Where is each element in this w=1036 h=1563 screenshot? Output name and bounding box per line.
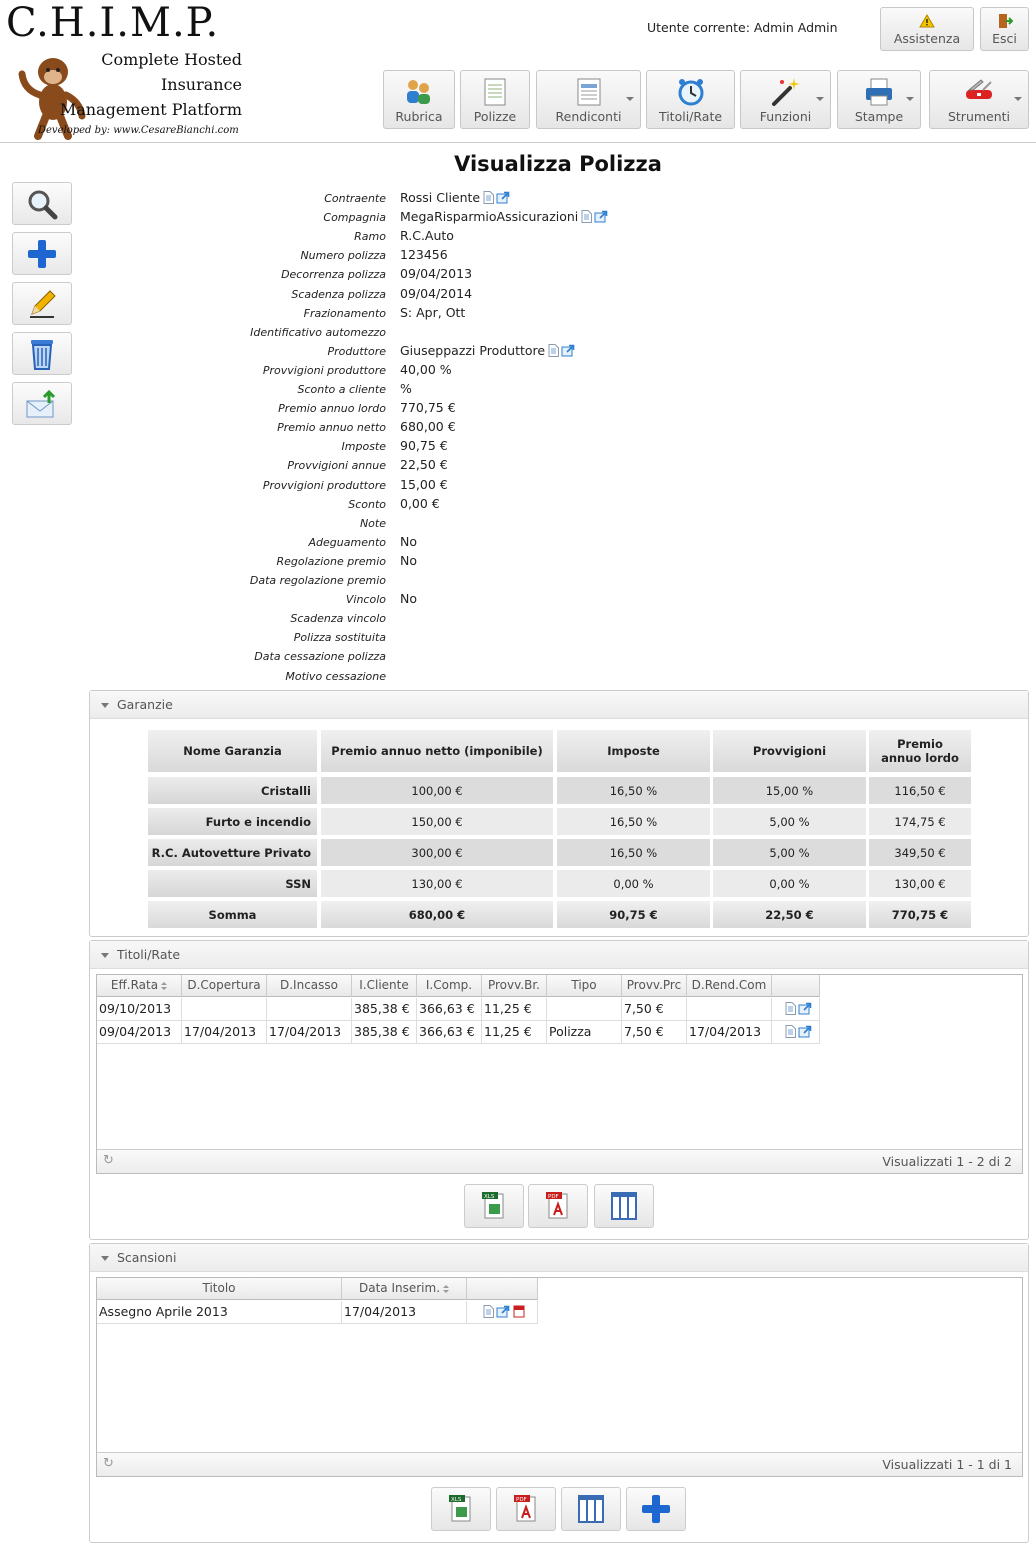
export-pdf-button[interactable]: [528, 1184, 588, 1228]
grid-column-header-label: Eff.Rata: [110, 978, 159, 992]
field-value-text: 09/04/2014: [400, 285, 473, 301]
scansioni-panel-header[interactable]: [90, 1244, 1028, 1272]
field-value-text: 90,75 €: [400, 438, 448, 454]
trash-icon: [28, 337, 56, 371]
grid-column-header-label: D.Incasso: [280, 978, 338, 992]
add-icon: [26, 238, 58, 270]
grid-column-header[interactable]: [97, 1278, 342, 1300]
scansioni-pager-info: Visualizzati 1 - 1 di 1: [882, 1457, 1012, 1472]
grid-column-header-label: Data Inserim.: [358, 1281, 441, 1295]
field-row: [150, 247, 850, 266]
assistenza-button[interactable]: [880, 7, 974, 51]
grid-column-header[interactable]: [417, 975, 482, 997]
garanzia-value-cell: 0,00 %: [713, 870, 866, 897]
field-label: Data cessazione polizza: [254, 650, 386, 664]
grid-cell: 366,63 €: [417, 1021, 482, 1044]
logout-door-icon: [997, 13, 1013, 29]
field-value-text: Rossi Cliente: [400, 190, 481, 205]
send-mail-button[interactable]: [12, 382, 72, 425]
field-row: [150, 209, 850, 228]
xls-file-icon: [481, 1191, 507, 1221]
field-label: Contraente: [324, 192, 386, 205]
grid-cell: 11,25 €: [482, 1021, 547, 1044]
grid-column-header[interactable]: [547, 975, 622, 997]
menu-polizze-button[interactable]: [460, 70, 530, 129]
export-xls-button[interactable]: [431, 1487, 491, 1531]
menu-label: Strumenti: [947, 109, 1011, 124]
export-pdf-button[interactable]: [496, 1487, 556, 1531]
menu-label: Polizze: [473, 109, 517, 124]
titoli-rate-title: Titoli/Rate: [117, 947, 181, 962]
search-button[interactable]: [12, 182, 72, 225]
field-value: [400, 591, 417, 606]
garanzia-value-cell: 174,75 €: [869, 808, 971, 835]
field-value: [400, 247, 448, 262]
xls-file-icon: [448, 1494, 474, 1524]
menu-label: Rendiconti: [555, 109, 622, 124]
grid-column-header[interactable]: [182, 975, 267, 997]
edit-button[interactable]: [12, 282, 72, 325]
garanzia-value-cell: 5,00 %: [713, 808, 866, 835]
svg-text:PDF: PDF: [516, 1497, 527, 1503]
field-value: [400, 190, 510, 205]
grid-column-header-label: I.Cliente: [359, 978, 409, 992]
grid-column-header[interactable]: [622, 975, 687, 997]
grid-column-header[interactable]: [772, 975, 820, 997]
field-value-text: Giuseppazzi Produttore: [400, 342, 546, 358]
garanzia-value-cell: 100,00 €: [321, 777, 553, 804]
titoli-rate-panel: [89, 940, 1029, 1240]
esci-label: Esci: [992, 31, 1017, 46]
garanzie-header-cell: Provvigioni: [713, 730, 866, 772]
field-value-text: 680,00 €: [400, 419, 456, 435]
grid-column-header-label: D.Rend.Com: [691, 978, 767, 992]
garanzia-value-cell: 90,75 €: [557, 901, 710, 928]
field-row: [150, 228, 850, 247]
garanzia-value-cell: 16,50 %: [557, 808, 710, 835]
logo-line-complete-hosted: Complete Hosted: [101, 50, 242, 69]
field-row: [150, 286, 850, 305]
field-label: Ramo: [354, 230, 386, 244]
field-row: [150, 591, 850, 610]
chevron-down-icon[interactable]: [816, 97, 824, 101]
grid-row-actions: [772, 1021, 820, 1044]
grid-cell: Polizza: [547, 1021, 622, 1044]
field-value: [400, 228, 454, 243]
garanzie-header-cell: Premio annuo netto (imponibile): [321, 730, 553, 772]
garanzie-panel-header[interactable]: [90, 691, 1028, 719]
field-row: [150, 305, 850, 324]
field-value-text: No: [400, 591, 417, 607]
field-row: [150, 266, 850, 285]
scansioni-grid-footer: [97, 1452, 1022, 1476]
grid-column-header-label: Provv.Prc: [626, 978, 682, 992]
field-label: Numero polizza: [300, 249, 386, 263]
table-columns-icon: [610, 1191, 638, 1221]
send-mail-icon: [25, 389, 59, 419]
menu-label: Rubrica: [395, 109, 443, 124]
garanzia-value-cell: 5,00 %: [713, 839, 866, 866]
grid-cell: Assegno Aprile 2013: [97, 1301, 342, 1324]
svg-text:XLS: XLS: [484, 1194, 495, 1200]
add-scansione-button[interactable]: [626, 1487, 686, 1531]
field-value-text: MegaRisparmioAssicurazioni: [400, 209, 579, 225]
grid-cell: [182, 998, 267, 1021]
document-icon[interactable]: [785, 1025, 796, 1038]
external-link-icon[interactable]: [496, 191, 510, 204]
menu-strumenti-button[interactable]: [929, 70, 1029, 129]
garanzia-value-cell: 22,50 €: [713, 901, 866, 928]
sort-icon[interactable]: [443, 1285, 449, 1293]
field-row: [150, 343, 850, 362]
field-label: Regolazione premio: [276, 554, 386, 568]
external-link-icon[interactable]: [561, 344, 575, 357]
logo-line-management-platform: Management Platform: [59, 100, 242, 119]
table-columns-icon: [577, 1494, 605, 1524]
menu-rendiconti-button[interactable]: [536, 70, 641, 129]
field-label: Polizza sostituita: [293, 631, 386, 645]
grid-column-header-label: Provv.Br.: [487, 978, 540, 992]
garanzia-name-cell: SSN: [148, 870, 317, 897]
grid-cell: 17/04/2013: [182, 1021, 267, 1044]
search-icon: [26, 188, 58, 220]
garanzia-name-cell: Somma: [148, 901, 317, 928]
grid-column-header[interactable]: [467, 1278, 538, 1300]
grid-cell: 7,50 €: [622, 1021, 687, 1044]
titoli-rate-panel-header[interactable]: [90, 941, 1028, 969]
field-value: [400, 534, 417, 549]
garanzia-value-cell: 15,00 %: [713, 777, 866, 804]
add-icon: [641, 1494, 671, 1524]
garanzia-value-cell: 300,00 €: [321, 839, 553, 866]
grid-cell: 7,50 €: [622, 998, 687, 1021]
grid-column-header-label: I.Comp.: [425, 978, 473, 992]
field-row: [150, 648, 850, 667]
field-value: [400, 343, 575, 358]
document-icon[interactable]: [785, 1002, 796, 1015]
report-icon: [573, 76, 605, 108]
field-value-text: 123456: [400, 247, 448, 263]
field-value-text: R.C.Auto: [400, 228, 454, 244]
garanzie-header-cell: Nome Garanzia: [148, 730, 317, 772]
field-label: Provvigioni annue: [287, 459, 386, 473]
field-row: [150, 534, 850, 553]
grid-column-header-label: Tipo: [571, 978, 597, 992]
field-row: [150, 610, 850, 629]
garanzia-name-cell: Cristalli: [148, 777, 317, 804]
field-row: [150, 438, 850, 457]
field-label: Data regolazione premio: [249, 574, 386, 587]
field-label: Scadenza polizza: [291, 287, 386, 301]
grid-cell: 17/04/2013: [687, 1021, 772, 1044]
field-row: [150, 362, 850, 381]
field-label: Premio annuo lordo: [278, 402, 386, 416]
grid-column-header[interactable]: [267, 975, 352, 997]
field-value: [400, 400, 456, 415]
field-value: [400, 286, 472, 301]
grid-cell: [267, 998, 352, 1021]
garanzia-value-cell: 116,50 €: [869, 777, 971, 804]
field-value-text: S: Apr, Ott: [400, 304, 466, 320]
field-label: Motivo cessazione: [285, 669, 386, 683]
garanzia-value-cell: 680,00 €: [321, 901, 553, 928]
field-label: Vincolo: [345, 593, 386, 607]
field-value-text: No: [400, 552, 417, 568]
field-value: [400, 266, 472, 281]
field-row: [150, 496, 850, 515]
garanzia-value-cell: 16,50 %: [557, 777, 710, 804]
field-row: [150, 381, 850, 400]
field-row: [150, 400, 850, 419]
field-row: [150, 629, 850, 648]
external-link-icon[interactable]: [798, 1002, 812, 1015]
field-label: Provvigioni produttore: [262, 478, 386, 492]
menu-stampe-button[interactable]: [837, 70, 921, 129]
scansioni-panel: [89, 1243, 1029, 1543]
field-value: [400, 438, 448, 453]
document-icon: [479, 76, 511, 108]
refresh-icon[interactable]: ↻: [103, 1153, 114, 1168]
grid-cell: 11,25 €: [482, 998, 547, 1021]
field-label: Adeguamento: [308, 535, 386, 549]
garanzia-value-cell: 349,50 €: [869, 839, 971, 866]
grid-column-header-label: D.Copertura: [187, 978, 261, 992]
scansioni-title: Scansioni: [117, 1250, 177, 1265]
field-label: Provvigioni produttore: [262, 363, 386, 377]
grid-cell: 366,63 €: [417, 998, 482, 1021]
field-value: [400, 209, 608, 224]
field-value: [400, 457, 448, 472]
grid-cell: 09/04/2013: [97, 1021, 182, 1044]
field-label: Note: [359, 516, 386, 530]
grid-cell: 385,38 €: [352, 998, 417, 1021]
field-value-text: No: [400, 533, 417, 549]
field-value: [400, 496, 440, 511]
field-label: Imposte: [341, 440, 386, 454]
garanzia-value-cell: 0,00 %: [557, 870, 710, 897]
external-link-icon[interactable]: [594, 210, 608, 223]
field-row: [150, 477, 850, 496]
sort-icon[interactable]: [161, 982, 167, 990]
magic-wand-icon: [770, 76, 802, 108]
pdf-file-icon: [545, 1191, 571, 1221]
scansioni-grid: [96, 1277, 1023, 1477]
refresh-icon[interactable]: ↻: [103, 1456, 114, 1471]
titoli-grid-footer: [97, 1149, 1022, 1173]
field-value-text: 0,00 €: [400, 495, 440, 511]
field-value-text: 770,75 €: [400, 400, 456, 416]
grid-column-header[interactable]: [97, 975, 182, 997]
logo-developer-credit: Developed by: www.CesareBianchi.com: [38, 125, 239, 136]
column-chooser-button[interactable]: [594, 1184, 654, 1228]
field-row: [150, 668, 850, 687]
garanzie-header-cell: Imposte: [557, 730, 710, 772]
assistenza-label: Assistenza: [893, 31, 961, 46]
grid-cell: 09/10/2013: [97, 998, 182, 1021]
field-value-text: %: [400, 381, 412, 396]
garanzia-value-cell: 130,00 €: [321, 870, 553, 897]
grid-cell: 17/04/2013: [342, 1301, 467, 1324]
garanzie-title: Garanzie: [117, 697, 173, 712]
document-icon[interactable]: [483, 1305, 494, 1318]
garanzia-name-cell: R.C. Autovetture Privato: [148, 839, 317, 866]
field-label: Sconto: [348, 497, 386, 511]
document-icon[interactable]: [548, 344, 559, 357]
field-label: Identificativo automezzo: [250, 325, 386, 339]
titoli-rate-grid: [96, 974, 1023, 1174]
add-button[interactable]: [12, 232, 72, 275]
grid-column-header[interactable]: [482, 975, 547, 997]
field-label: Scadenza vincolo: [290, 612, 386, 626]
garanzie-panel: [89, 690, 1029, 937]
grid-column-header[interactable]: [352, 975, 417, 997]
field-value: [400, 419, 456, 434]
field-label: Frazionamento: [303, 306, 386, 320]
pdf-icon[interactable]: [512, 1305, 526, 1318]
field-label: Sconto a cliente: [297, 383, 386, 396]
chimp-logo: [6, 0, 246, 140]
header-divider: [0, 142, 1036, 143]
warning-icon: [919, 14, 935, 28]
field-value-text: 15,00 €: [400, 476, 448, 492]
field-row: [150, 324, 850, 343]
chevron-down-icon[interactable]: [906, 97, 914, 101]
document-icon[interactable]: [581, 210, 592, 223]
users-icon: [403, 76, 435, 108]
menu-funzioni-button[interactable]: [740, 70, 831, 129]
menu-rubrica-button[interactable]: [383, 70, 455, 129]
garanzie-header-cell: Premio annuo lordo: [869, 730, 971, 772]
document-icon[interactable]: [483, 191, 494, 204]
field-value: [400, 362, 452, 377]
grid-cell: 17/04/2013: [267, 1021, 352, 1044]
field-label: Compagnia: [323, 211, 386, 225]
grid-cell: [547, 998, 622, 1021]
field-value: [400, 305, 465, 320]
logo-line-insurance: Insurance: [160, 75, 242, 94]
grid-cell: 385,38 €: [352, 1021, 417, 1044]
menu-label: Stampe: [854, 109, 904, 124]
garanzia-value-cell: 150,00 €: [321, 808, 553, 835]
esci-button[interactable]: [980, 7, 1029, 51]
grid-cell: [687, 998, 772, 1021]
export-xls-button[interactable]: [464, 1184, 524, 1228]
field-row: [150, 190, 850, 209]
chevron-down-icon[interactable]: [1014, 97, 1022, 101]
swiss-knife-icon: [963, 76, 995, 108]
chevron-down-icon[interactable]: [626, 97, 634, 101]
field-value: [400, 381, 412, 396]
pdf-file-icon: [513, 1494, 539, 1524]
external-link-icon[interactable]: [798, 1025, 812, 1038]
field-label: Produttore: [327, 344, 386, 358]
field-row: [150, 515, 850, 534]
garanzia-value-cell: 130,00 €: [869, 870, 971, 897]
grid-column-header[interactable]: [687, 975, 772, 997]
titoli-pager-info: Visualizzati 1 - 2 di 2: [882, 1154, 1012, 1169]
grid-column-header-label: Titolo: [202, 1281, 236, 1295]
grid-column-header[interactable]: [342, 1278, 467, 1300]
svg-text:PDF: PDF: [548, 1194, 559, 1200]
field-row: [150, 572, 850, 591]
field-value: [400, 553, 417, 568]
field-value-text: 40,00 %: [400, 361, 452, 377]
menu-label: Funzioni: [759, 109, 812, 124]
field-row: [150, 553, 850, 572]
field-label: Decorrenza polizza: [281, 268, 386, 282]
grid-row-actions: [467, 1301, 538, 1324]
svg-text:XLS: XLS: [451, 1497, 462, 1503]
field-value-text: 22,50 €: [400, 457, 448, 473]
garanzia-value-cell: 770,75 €: [869, 901, 971, 928]
delete-button[interactable]: [12, 332, 72, 375]
current-user-label: Utente corrente: Admin Admin: [647, 20, 838, 35]
menu-label: Titoli/Rate: [658, 109, 723, 124]
column-chooser-button[interactable]: [561, 1487, 621, 1531]
field-value: [400, 477, 448, 492]
logo-title: C.H.I.M.P.: [6, 0, 220, 46]
page-title: Visualizza Polizza: [454, 152, 662, 176]
field-value-text: 09/04/2013: [400, 266, 473, 282]
grid-row-actions: [772, 998, 820, 1021]
field-row: [150, 457, 850, 476]
field-row: [150, 419, 850, 438]
edit-pencil-icon: [26, 288, 58, 320]
alarm-clock-icon: [675, 76, 707, 108]
field-label: Premio annuo netto: [277, 421, 386, 435]
menu-titoli-rate-button[interactable]: [646, 70, 735, 129]
external-link-icon[interactable]: [496, 1305, 510, 1318]
garanzia-name-cell: Furto e incendio: [148, 808, 317, 835]
printer-icon: [863, 76, 895, 108]
garanzia-value-cell: 16,50 %: [557, 839, 710, 866]
